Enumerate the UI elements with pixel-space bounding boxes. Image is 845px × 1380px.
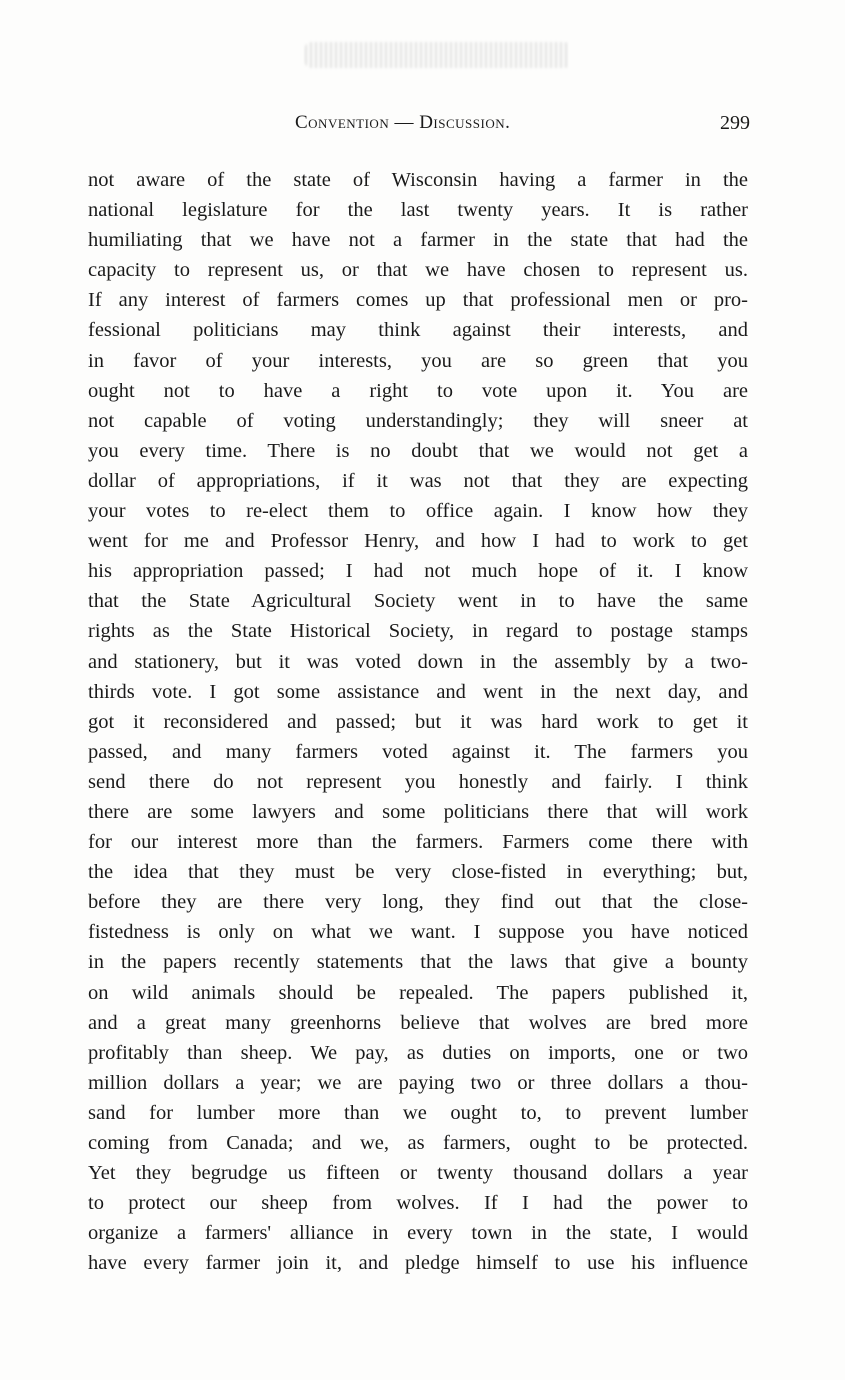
text-line: have every farmer join it, and pledge himself to use his influence: [88, 1252, 748, 1275]
text-line: sand for lumber more than we ought to, to prevent lumber: [88, 1101, 748, 1124]
text-line: Yet they begrudge us fifteen or twenty thousand dollars a year: [88, 1162, 748, 1185]
text-line: that the State Agricultural Society went in to have the same: [88, 590, 748, 613]
text-line: thirds vote. I got some assistance and went in the next day, and: [88, 680, 748, 703]
text-line: before they are there very long, they find out that the close-: [88, 891, 748, 914]
text-line: humiliating that we have not a farmer in the state that had the: [88, 229, 748, 252]
text-line: in favor of your interests, you are so green that you: [88, 349, 748, 372]
text-line: went for me and Professor Henry, and how I had to work to get: [88, 530, 748, 553]
text-line: his appropriation passed; I had not much hope of it. I know: [88, 560, 748, 583]
text-line: rights as the State Historical Society, in regard to postage stamps: [88, 620, 748, 643]
text-line: send there do not represent you honestly and fairly. I think: [88, 770, 748, 793]
text-line: and a great many greenhorns believe that wolves are bred more: [88, 1011, 748, 1034]
text-line: for our interest more than the farmers. Farmers come there with: [88, 831, 748, 854]
page-header: [90, 112, 750, 142]
text-line: not capable of voting understandingly; they will sneer at: [88, 409, 748, 432]
text-line: dollar of appropriations, if it was not that they are expecting: [88, 469, 748, 492]
text-line: million dollars a year; we are paying two or three dollars a thou-: [88, 1071, 748, 1094]
text-line: on wild animals should be repealed. The papers published it,: [88, 981, 748, 1004]
text-line: national legislature for the last twenty years. It is rather: [88, 199, 748, 222]
text-line: ought not to have a right to vote upon it. You are: [88, 379, 748, 402]
text-line: fessional politicians may think against their interests, and: [88, 319, 748, 342]
text-line: fistedness is only on what we want. I suppose you have noticed: [88, 921, 748, 944]
text-line: in the papers recently statements that the laws that give a bounty: [88, 951, 748, 974]
text-line: profitably than sheep. We pay, as duties on imports, one or two: [88, 1041, 748, 1064]
text-line: the idea that they must be very close-fisted in everything; but,: [88, 861, 748, 884]
page-number: 299: [720, 112, 750, 134]
text-line: not aware of the state of Wisconsin having a farmer in the: [88, 169, 748, 191]
text-line: organize a farmers' alliance in every town in the state, I would: [88, 1222, 748, 1245]
text-line: passed, and many farmers voted against it. The farmers you: [88, 740, 748, 763]
text-line: got it reconsidered and passed; but it was hard work to get it: [88, 710, 748, 733]
text-line: capacity to represent us, or that we have chosen to represent us.: [88, 259, 748, 282]
text-line: If any interest of farmers comes up that professional men or pro-: [88, 289, 748, 312]
running-head: Convention — Discussion.: [295, 112, 511, 133]
text-line: your votes to re-elect them to office again. I know how they: [88, 500, 748, 523]
text-line: to protect our sheep from wolves. If I had the power to: [88, 1192, 748, 1215]
text-line: and stationery, but it was voted down in the assembly by a two-: [88, 650, 748, 673]
text-line: you every time. There is no doubt that we would not get a: [88, 439, 748, 462]
scan-smudge: [305, 42, 570, 68]
text-line: there are some lawyers and some politicians there that will work: [88, 800, 748, 823]
body-text: [88, 165, 748, 1278]
text-line: coming from Canada; and we, as farmers, ought to be protected.: [88, 1132, 748, 1154]
